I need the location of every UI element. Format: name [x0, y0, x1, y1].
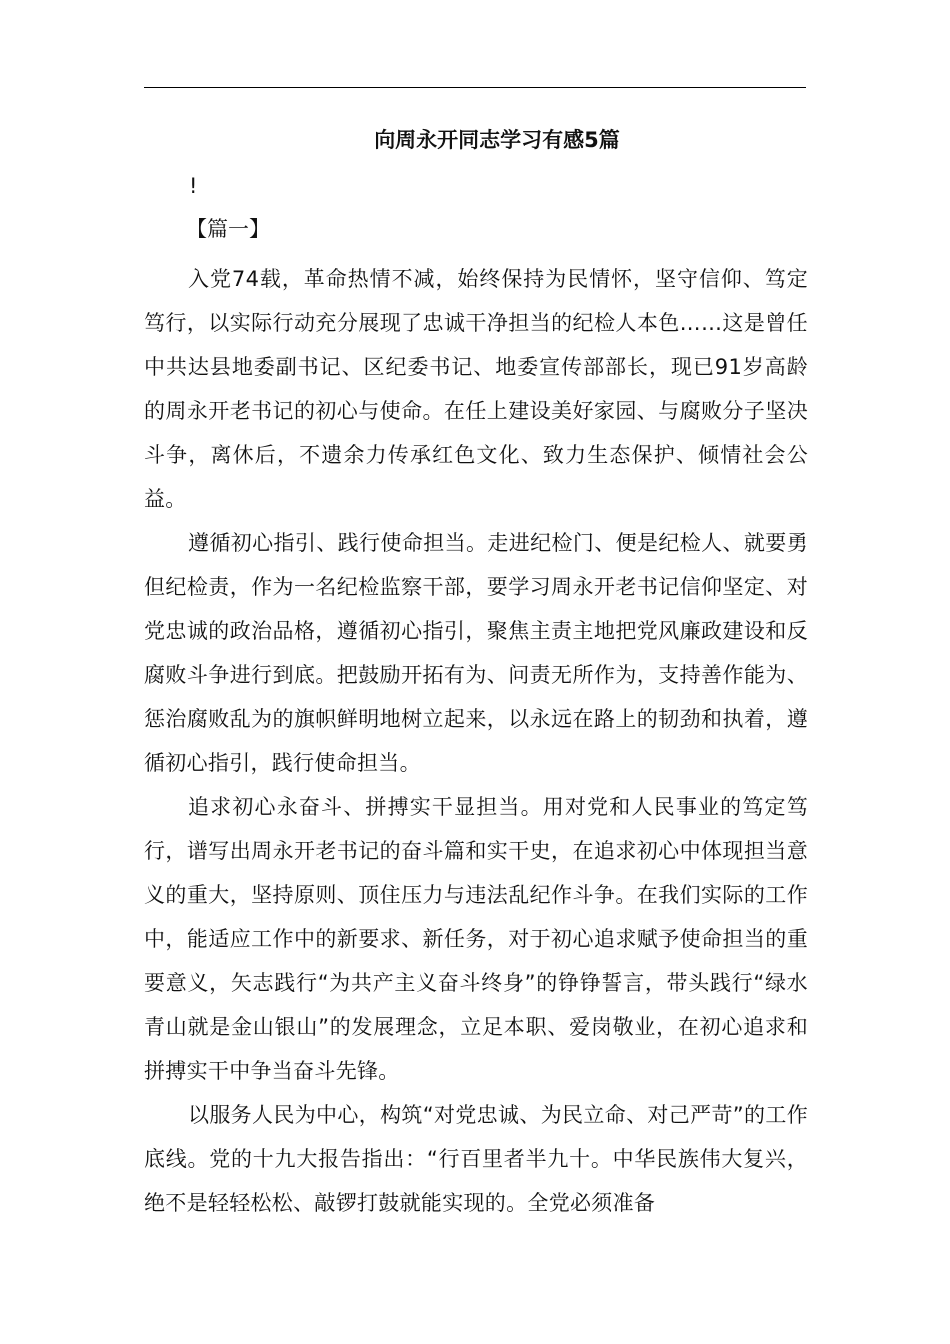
- body-text: [144, 257, 808, 1225]
- paragraph: 入党74载，革命热情不减，始终保持为民情怀，坚守信仰、笃定笃行，以实际行动充分展现了忠诚干净担当的纪检人本色……这是曾任中共达县地委副书记、区纪委书记、地委宣传部部长，现已91岁高龄的周永开老书记的初心与使命。在任上建设美好家园、与腐败分子坚决斗争，离休后，不遗余力传承红色文化、致力生态保护、倾情社会公益。: [144, 267, 808, 511]
- section-label: 【篇一】: [186, 217, 270, 241]
- paragraph: 以服务人民为中心，构筑“对党忠诚、为民立命、对己严苛”的工作底线。党的十九大报告指出：“行百里者半九十。中华民族伟大复兴，绝不是轻轻松松、敲锣打鼓就能实现的。全党必须准备: [144, 1103, 808, 1215]
- paragraph: 遵循初心指引、践行使命担当。走进纪检门、便是纪检人、就要勇但纪检责，作为一名纪检监察干部，要学习周永开老书记信仰坚定、对党忠诚的政治品格，遵循初心指引，聚焦主责主地把党风廉政建设和反腐败斗争进行到底。把鼓励开拓有为、问责无所作为，支持善作能为、惩治腐败乱为的旗帜鲜明地树立起来，以永远在路上的韧劲和执着，遵循初心指引，践行使命担当。: [144, 531, 808, 775]
- document-title: 向周永开同志学习有感5篇: [374, 128, 620, 152]
- paragraph: 追求初心永奋斗、拼搏实干显担当。用对党和人民事业的笃定笃行，谱写出周永开老书记的奋斗篇和实干史，在追求初心中体现担当意义的重大，坚持原则、顶住压力与违法乱纪作斗争。在我们实际的工作中，能适应工作中的新要求、新任务，对于初心追求赋予使命担当的重要意义，矢志践行“为共产主义奋斗终身”的铮铮誓言，带头践行“绿水青山就是金山银山”的发展理念，立足本职、爱岗敬业，在初心追求和拼搏实干中争当奋斗先锋。: [144, 795, 808, 1083]
- header-rule: [144, 87, 806, 88]
- exclamation-mark: !: [189, 174, 198, 198]
